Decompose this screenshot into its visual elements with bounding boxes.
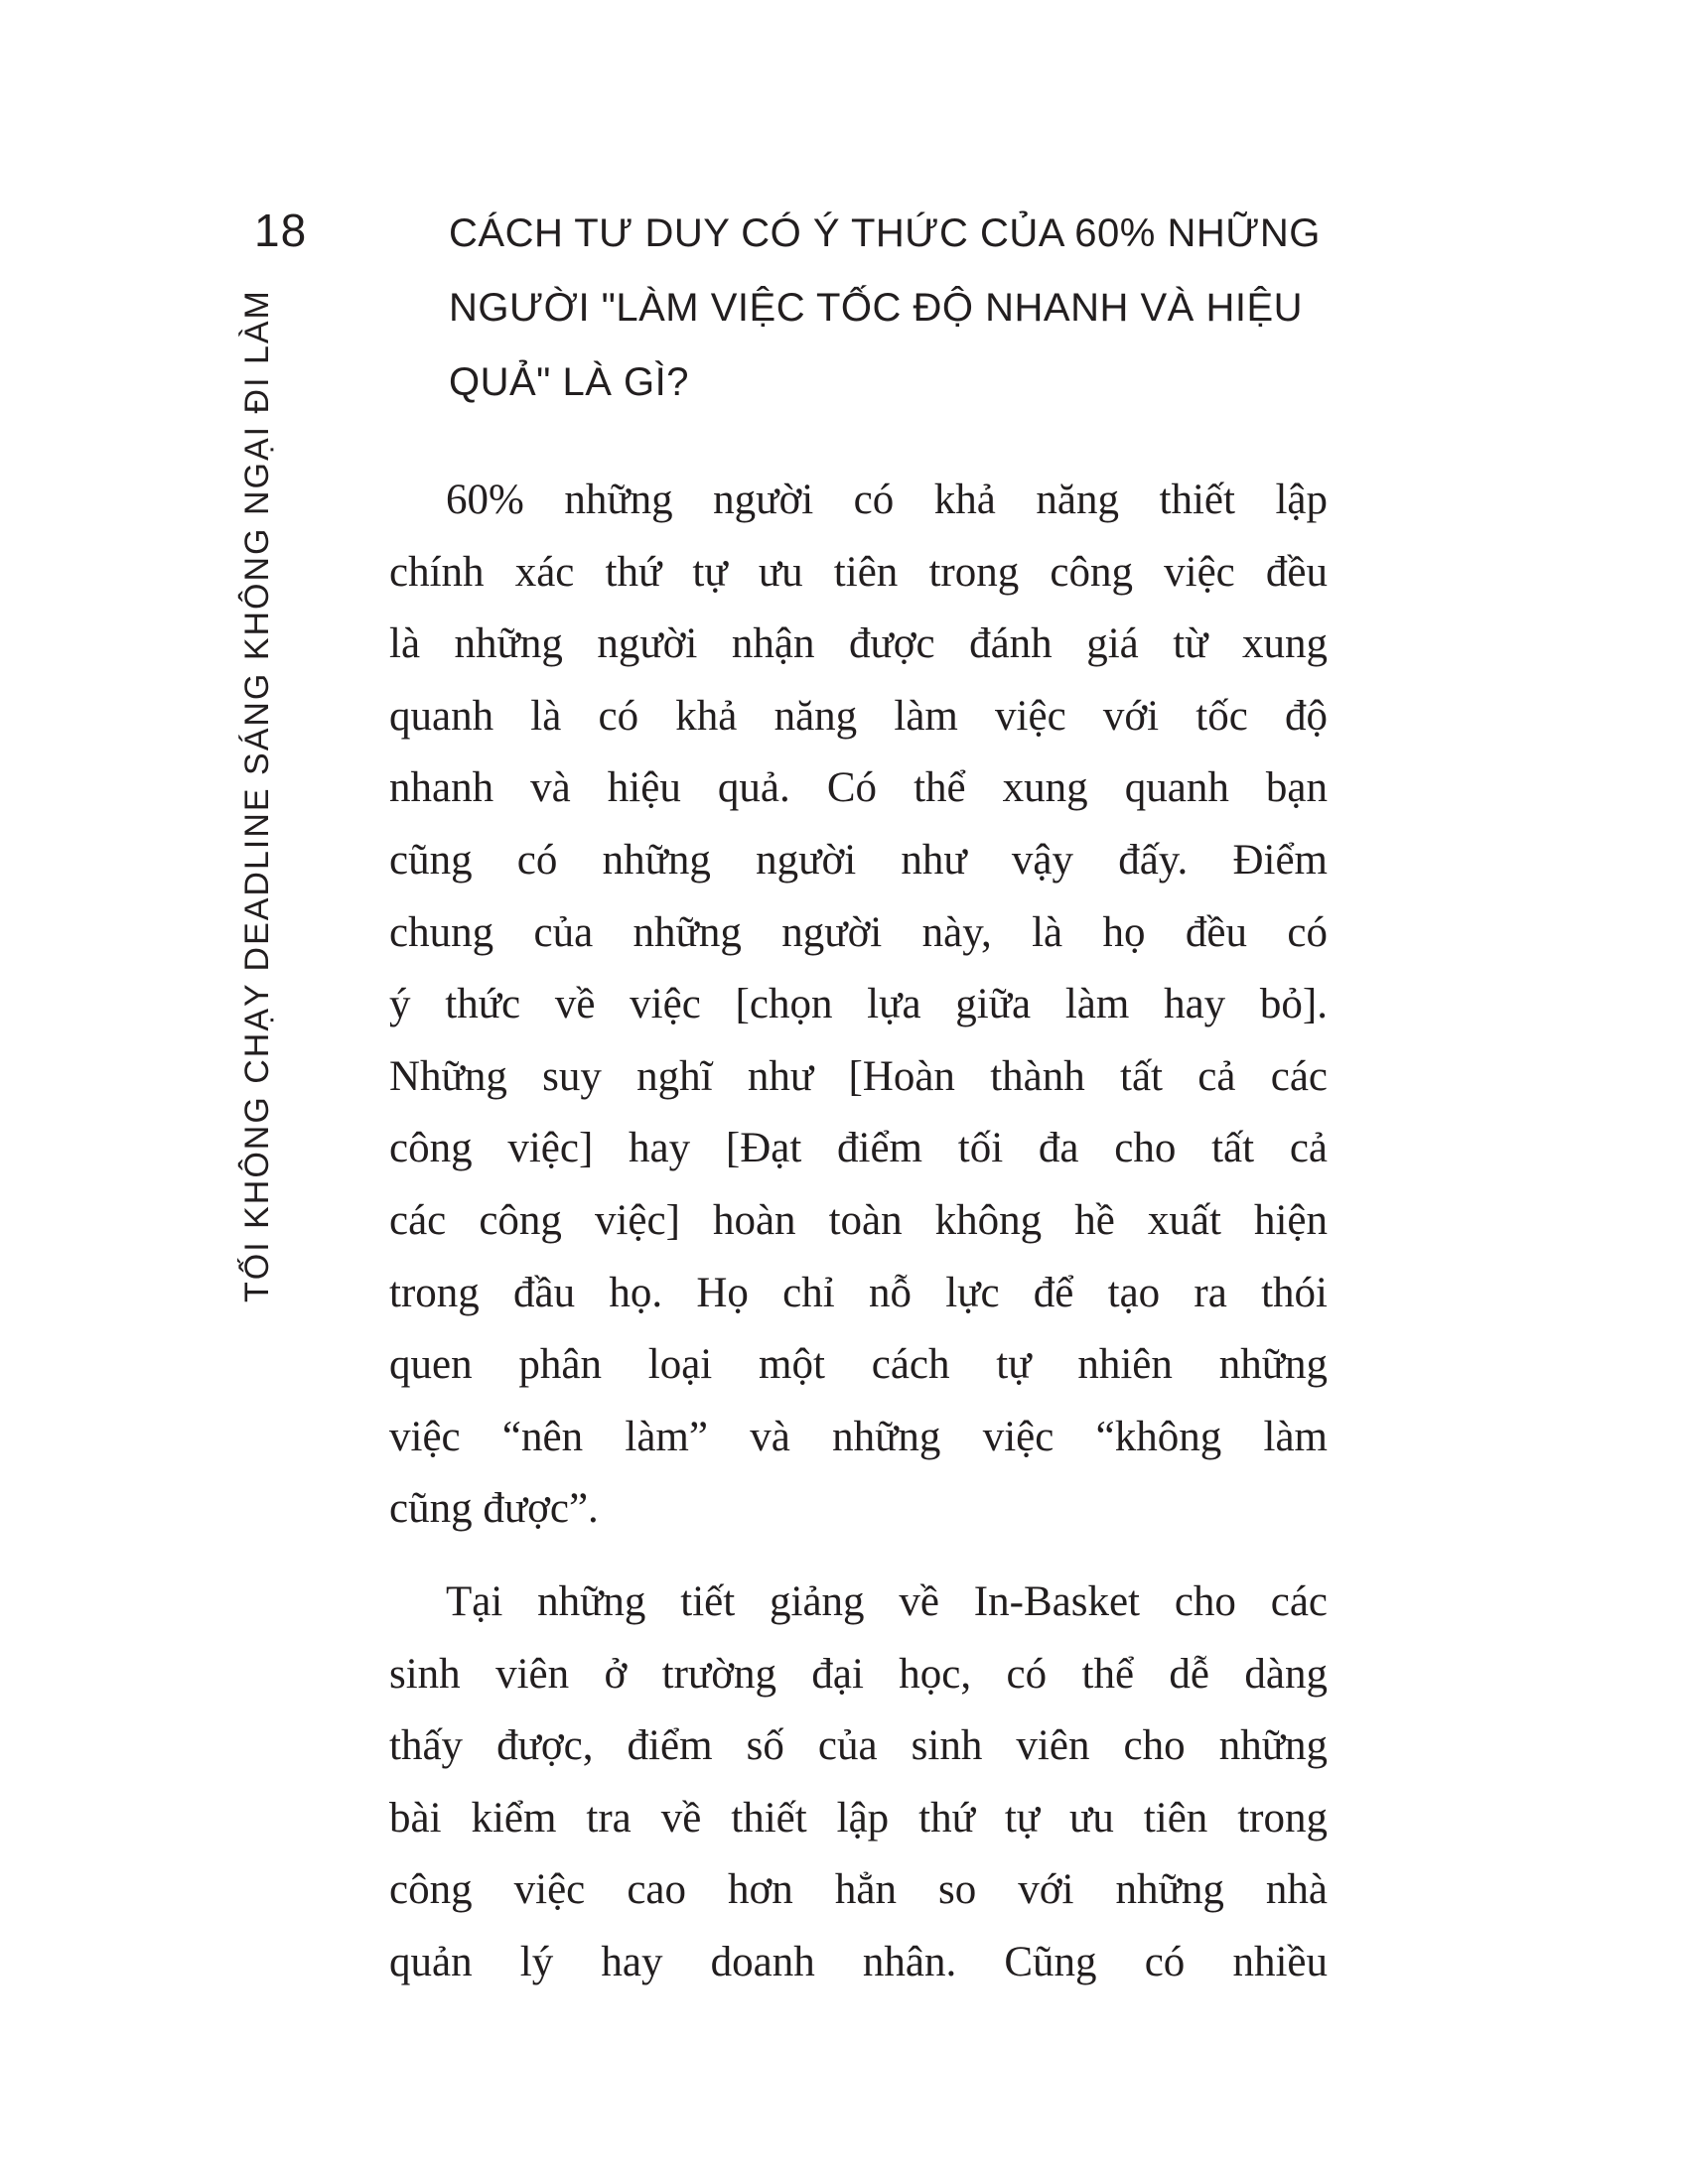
book-title-vertical: TỐI KHÔNG CHẠY DEADLINE SÁNG KHÔNG NGẠI ĐI LÀM [238,289,276,1302]
paragraph-line: Những suy nghĩ như [Hoàn thành tất cả các [389,1052,1328,1100]
paragraph-line: Tại những tiết giảng về In-Basket cho các [446,1577,1328,1625]
chapter-heading-line: NGƯỜI "LÀM VIỆC TỐC ĐỘ NHANH VÀ HIỆU [449,286,1304,330]
chapter-heading-line: QUẢ" LÀ GÌ? [449,360,690,404]
paragraph-line: bài kiểm tra về thiết lập thứ tự ưu tiên trong [389,1794,1328,1842]
paragraph-line: công việc cao hơn hẳn so với những nhà [389,1866,1328,1914]
page-number: 18 [254,205,308,256]
paragraph-2 [389,1567,1328,1999]
paragraph-line: là những người nhận được đánh giá từ xung [389,620,1328,668]
paragraph-line: chính xác thứ tự ưu tiên trong công việc đều [389,548,1328,596]
paragraph-line: 60% những người có khả năng thiết lập [446,477,1328,523]
paragraph-line: cũng có những người như vậy đấy. Điểm [389,836,1328,884]
paragraph-line: cũng được”. [389,1485,599,1533]
chapter-heading-line: CÁCH TƯ DUY CÓ Ý THỨC CỦA 60% NHỮNG [449,211,1321,255]
chapter-heading [449,197,1347,420]
paragraph-line: chung của những người này, là họ đều có [389,908,1328,956]
paragraph-line: việc “nên làm” và những việc “không làm [389,1413,1328,1460]
paragraph-line: sinh viên ở trường đại học, có thể dễ dàng [389,1650,1328,1698]
paragraph-line: trong đầu họ. Họ chỉ nỗ lực để tạo ra thói [389,1269,1328,1316]
paragraph-1 [389,465,1328,1546]
paragraph-line: công việc] hay [Đạt điểm tối đa cho tất cả [389,1125,1328,1172]
paragraph-line: quen phân loại một cách tự nhiên những [389,1341,1328,1389]
paragraph-line: quanh là có khả năng làm việc với tốc độ [389,692,1328,740]
body-text-column [389,465,1328,1998]
paragraph-line: ý thức về việc [chọn lựa giữa làm hay bỏ]. [389,981,1328,1028]
paragraph-line: quản lý hay doanh nhân. Cũng có nhiều [389,1938,1328,1985]
paragraph-line: thấy được, điểm số của sinh viên cho những [389,1722,1328,1770]
paragraph-line: nhanh và hiệu quả. Có thể xung quanh bạn [389,764,1328,812]
paragraph-line: các công việc] hoàn toàn không hề xuất hiện [389,1196,1328,1244]
